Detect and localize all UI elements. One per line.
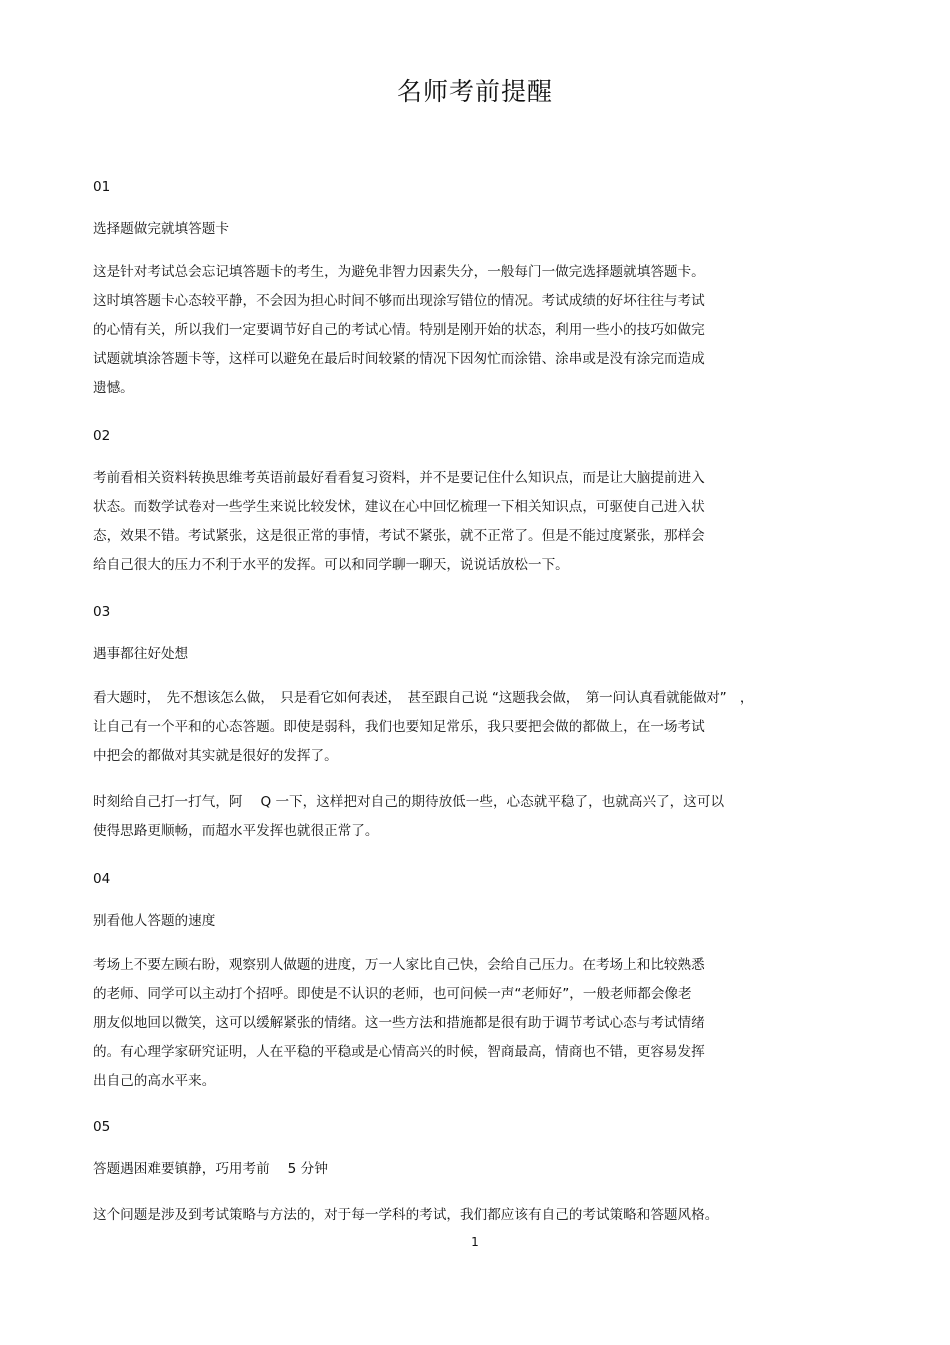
- paragraph-line: 使得思路更顺畅，而超水平发挥也就很正常了。: [93, 823, 379, 839]
- section-number: 03: [93, 604, 111, 620]
- paragraph-line: 这是针对考试总会忘记填答题卡的考生，为避免非智力因素失分，一般每门一做完选择题就填答题卡。: [93, 264, 705, 280]
- paragraph-line: 的。有心理学家研究证明，人在平稳的平稳或是心情高兴的时候，智商最高，情商也不错，更容易发挥: [93, 1044, 705, 1060]
- paragraph-line: 这个问题是涉及到考试策略与方法的，对于每一学科的考试，我们都应该有自己的考试策略和答题风格。: [93, 1207, 719, 1223]
- paragraph-line: 态，效果不错。考试紧张，这是很正常的事情，考试不紧张，就不正常了。但是不能过度紧张，那样会: [93, 528, 705, 544]
- paragraph-line: 考前看相关资料转换思维考英语前最好看看复习资料，并不是要记住什么知识点，而是让大脑提前进入: [93, 470, 705, 486]
- paragraph-line: 朋友似地回以微笑，这可以缓解紧张的情绪。这一些方法和措施都是很有助于调节考试心态与考试情绪: [93, 1015, 705, 1031]
- paragraph-line: 时刻给自己打一打气，阿 Q 一下，这样把对自己的期待放低一些，心态就平稳了，也就高兴了，这可以: [93, 794, 725, 810]
- paragraph-line: 遗憾。: [93, 380, 134, 396]
- paragraph-line: 的老师、同学可以主动打个招呼。即使是不认识的老师，也可问候一声“老师好”，一般老师都会像老: [93, 986, 692, 1002]
- paragraph-line: 考场上不要左顾右盼，观察别人做题的进度，万一人家比自己快，会给自己压力。在考场上和比较熟悉: [93, 957, 705, 973]
- paragraph-line: 这时填答题卡心态较平静，不会因为担心时间不够而出现涂写错位的情况。考试成绩的好坏往往与考试: [93, 293, 705, 309]
- section-number: 05: [93, 1119, 111, 1135]
- section-heading: 答题遇困难要镇静，巧用考前 5 分钟: [93, 1161, 328, 1177]
- page-number: 1: [471, 1235, 479, 1249]
- section-heading: 遇事都往好处想: [93, 646, 189, 662]
- paragraph-line: 看大题时， 先不想该怎么做， 只是看它如何表述， 甚至跟自己说 “这题我会做， 第一问认真看就能做对” ，: [93, 690, 754, 706]
- section-heading: 别看他人答题的速度: [93, 913, 216, 929]
- section-number: 02: [93, 428, 111, 444]
- section-number: 04: [93, 871, 111, 887]
- paragraph-line: 状态。而数学试卷对一些学生来说比较发怵，建议在心中回忆梳理一下相关知识点，可驱使自己进入状: [93, 499, 705, 515]
- paragraph-line: 让自己有一个平和的心态答题。即使是弱科，我们也要知足常乐，我只要把会做的都做上，在一场考试: [93, 719, 705, 735]
- section-heading: 选择题做完就填答题卡: [93, 221, 229, 237]
- document-title: 名师考前提醒: [396, 77, 553, 106]
- paragraph-line: 中把会的都做对其实就是很好的发挥了。: [93, 748, 338, 764]
- paragraph-line: 的心情有关，所以我们一定要调节好自己的考试心情。特别是刚开始的状态，利用一些小的技巧如做完: [93, 322, 705, 338]
- paragraph-line: 给自己很大的压力不利于水平的发挥。可以和同学聊一聊天，说说话放松一下。: [93, 557, 569, 573]
- paragraph-line: 试题就填涂答题卡等，这样可以避免在最后时间较紧的情况下因匆忙而涂错、涂串或是没有涂完而造成: [93, 351, 705, 367]
- paragraph-line: 出自己的高水平来。: [93, 1073, 216, 1089]
- section-number: 01: [93, 179, 111, 195]
